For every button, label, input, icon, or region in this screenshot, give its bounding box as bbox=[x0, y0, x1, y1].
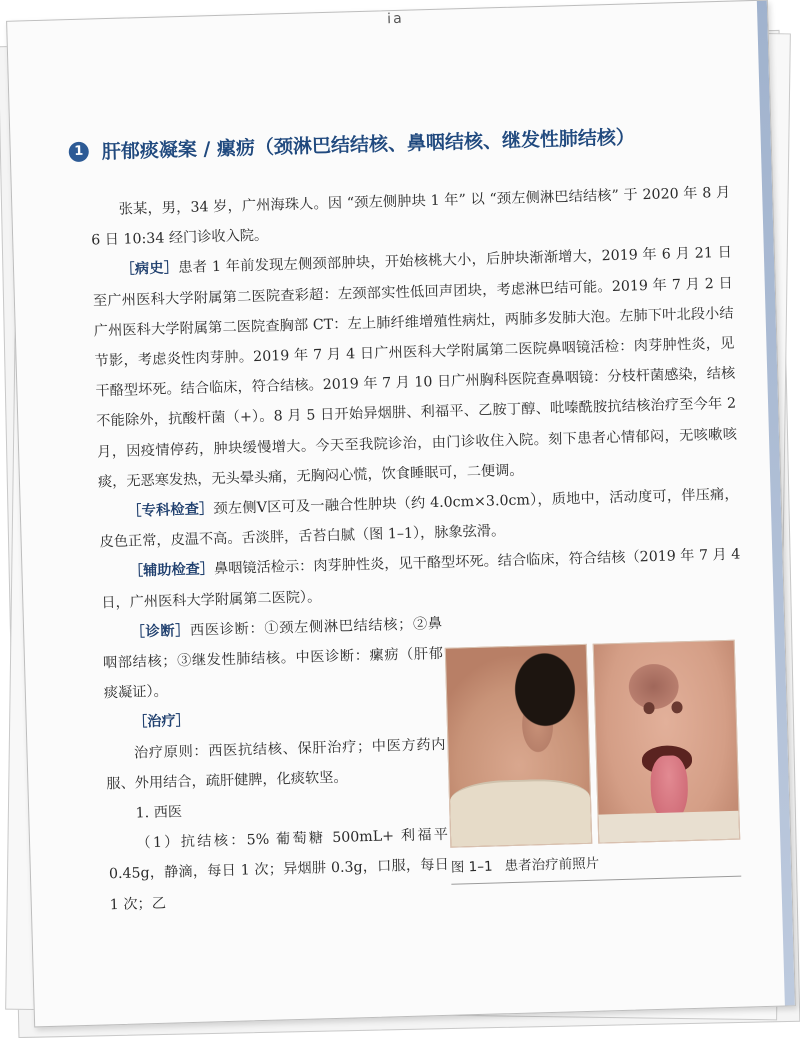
exam-text: 颈左侧Ⅴ区可及一融合性肿块（约 4.0cm×3.0cm），质地中，活动度可，伴压痛，皮色正常，皮温不高。舌淡胖，舌苔白腻（图 1–1），脉象弦滑。 bbox=[99, 486, 739, 551]
treatment-principle: 治疗原则：西医抗结核、保肝治疗；中医方药内服、外用结合，疏肝健脾，化痰软坚。 bbox=[106, 736, 446, 793]
running-head: ia bbox=[386, 10, 404, 28]
book-page bbox=[6, 0, 796, 1027]
treatment-label: ［治疗］ bbox=[132, 713, 191, 732]
aux-label: ［辅助检查］ bbox=[128, 561, 215, 581]
figure-1-1 bbox=[445, 640, 742, 885]
diagnosis-text: 西医诊断：①颈左侧淋巴结结核；②鼻咽部结核；③继发性肺结核。中医诊断：瘰疬（肝郁痰凝证）。 bbox=[102, 615, 444, 702]
exam-label: ［专科检查］ bbox=[127, 501, 214, 520]
case-heading bbox=[68, 119, 748, 165]
diagnosis-paragraph bbox=[102, 609, 444, 709]
intro-paragraph: 张某，男，34 岁，广州海珠人。因 “颈左侧肿块 1 年” 以 “颈左侧淋巴结结核” 于 2020 年 8 月 6 日 10:34 经门诊收入院。 bbox=[91, 184, 731, 249]
diagnosis-label: ［诊断］ bbox=[130, 622, 191, 641]
case-title: 肝郁痰凝案 / 瘰疬（颈淋巴结结核、鼻咽结核、继发性肺结核） bbox=[101, 126, 636, 164]
neck-photo bbox=[445, 644, 593, 848]
tongue-photo bbox=[593, 640, 741, 844]
history-paragraph bbox=[92, 238, 738, 497]
case-number-badge: 1 bbox=[68, 141, 89, 162]
figure-photos bbox=[445, 640, 740, 848]
history-text: 患者 1 年前发现左侧颈部肿块，开始核桃大小，后肿块渐渐增大，2019 年 6 月 21 日至广州医科大学附属第二医院查彩超：左颈部实性低回声团块，考虑淋巴结可能。2019 年 7 月 2 日广州医科大学附属第二医院查胸部 CT：左上肺纤维增殖性病灶，两肺多发肺大泡。左肺下叶北段小结节影，考虑炎性肉芽肿。2019 年 7 月 4 日广州医科大学附属第二医院鼻咽镜活检：肉芽肿性炎，见干酪型坏死。结合临床，符合结核。2019 年 7 月 10 日广州胸科医院查鼻咽镜：分枝杆菌感染，结核不能除外，抗酸杆菌（+）。8 月 5 日开始异烟肼、利福平、乙胺丁醇、吡嗪酰胺抗结核治疗至今年 2 月，因疫情停药，肿块缓慢增大。今天至我院诊治，由门诊收住入院。刻下患者心情郁闷，无咳嗽咳痰，无恶寒发热，无头晕头痛，无胸闷心慌，饮食睡眠可，二便调。 bbox=[92, 245, 738, 491]
figure-caption-text: 患者治疗前照片 bbox=[504, 855, 600, 875]
treatment-item-1: （1）抗结核：5% 葡萄糖 500mL+ 利福平 0.45g，静滴，每日 1 次；异烟肼 0.3g，口服，每日 1 次；乙 bbox=[108, 827, 450, 913]
aux-text: 鼻咽镜活检示：肉芽肿性炎，见干酪型坏死。结合临床，符合结核（2019 年 7 月 4 日，广州医科大学附属第二医院）。 bbox=[101, 546, 741, 612]
western-medicine-heading: 1. 西医 bbox=[135, 804, 183, 822]
history-label: ［病史］ bbox=[120, 260, 179, 279]
figure-number: 图 1–1 bbox=[450, 858, 493, 876]
